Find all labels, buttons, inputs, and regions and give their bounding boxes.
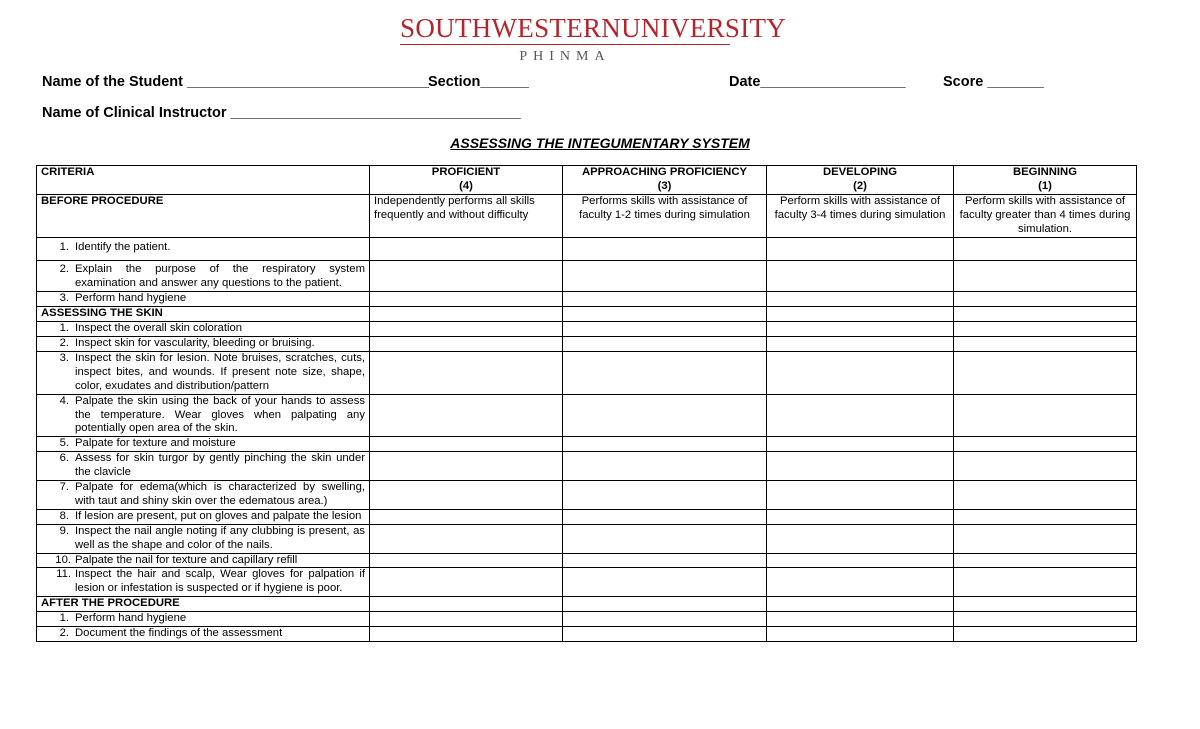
score-cell[interactable] xyxy=(370,322,563,337)
score-cell[interactable] xyxy=(563,597,767,612)
header-row xyxy=(37,166,1137,195)
score-cell[interactable] xyxy=(370,553,563,568)
criteria-item xyxy=(41,481,365,509)
item-text: Inspect skin for vascularity, bleeding or bruising. xyxy=(75,336,315,349)
criteria-cell xyxy=(37,292,370,307)
score-cell[interactable] xyxy=(767,597,954,612)
score-cell[interactable] xyxy=(370,394,563,437)
criteria-cell xyxy=(37,452,370,481)
item-number: 2. xyxy=(59,627,69,640)
score-cell[interactable] xyxy=(954,394,1137,437)
logo-wordmark: SOUTHWESTERNUNIVERSITY xyxy=(400,13,787,43)
score-cell[interactable] xyxy=(563,261,767,292)
item-number: 1. xyxy=(59,322,69,335)
item-number: 5. xyxy=(59,437,69,450)
criteria-row xyxy=(37,237,1137,261)
header-score: (4) xyxy=(459,179,473,192)
score-cell[interactable] xyxy=(370,437,563,452)
score-cell[interactable] xyxy=(767,237,954,261)
score-cell[interactable] xyxy=(563,307,767,322)
item-number: 1. xyxy=(59,240,69,253)
score-cell[interactable] xyxy=(370,452,563,481)
header-label: DEVELOPING xyxy=(822,166,898,178)
approaching-proficiency-header xyxy=(563,166,767,195)
score-cell[interactable] xyxy=(767,322,954,337)
section-field[interactable]: Section______ xyxy=(428,74,529,90)
criteria-item xyxy=(41,352,365,394)
university-logo xyxy=(400,13,787,64)
criteria-item xyxy=(41,241,365,255)
criteria-cell xyxy=(37,553,370,568)
criteria-item xyxy=(41,612,365,626)
score-cell[interactable] xyxy=(767,452,954,481)
proficient-description: Independently performs all skills frequently and without difficulty xyxy=(370,194,563,237)
score-cell[interactable] xyxy=(954,351,1137,394)
score-cell[interactable] xyxy=(954,437,1137,452)
item-number: 3. xyxy=(59,351,69,364)
score-cell[interactable] xyxy=(954,597,1137,612)
after-procedure-row xyxy=(37,597,1137,612)
score-cell[interactable] xyxy=(954,509,1137,524)
approaching-description: Performs skills with assistance of faculty 1-2 times during simulation xyxy=(563,194,767,237)
score-cell[interactable] xyxy=(954,481,1137,510)
score-cell[interactable] xyxy=(563,292,767,307)
score-cell[interactable] xyxy=(563,452,767,481)
header-score: (2) xyxy=(853,179,867,192)
score-cell[interactable] xyxy=(563,336,767,351)
score-cell[interactable] xyxy=(370,292,563,307)
score-cell[interactable] xyxy=(954,292,1137,307)
assessing-skin-items xyxy=(37,322,1137,597)
score-cell[interactable] xyxy=(954,553,1137,568)
before-procedure-items xyxy=(37,237,1137,307)
criteria-row xyxy=(37,627,1137,642)
criteria-cell xyxy=(37,322,370,337)
criteria-item xyxy=(41,627,365,641)
score-cell[interactable] xyxy=(954,261,1137,292)
score-cell[interactable] xyxy=(563,612,767,627)
score-cell[interactable] xyxy=(563,351,767,394)
item-number: 9. xyxy=(59,524,69,537)
criteria-cell xyxy=(37,568,370,597)
assessing-skin-row xyxy=(37,307,1137,322)
before-procedure-row xyxy=(37,194,1137,237)
criteria-cell xyxy=(37,524,370,553)
criteria-item xyxy=(41,510,365,524)
score-cell[interactable] xyxy=(563,394,767,437)
criteria-item xyxy=(41,395,365,437)
score-cell[interactable] xyxy=(370,307,563,322)
after-procedure-items xyxy=(37,612,1137,642)
score-cell[interactable] xyxy=(767,627,954,642)
item-number: 1. xyxy=(59,612,69,625)
score-cell[interactable] xyxy=(767,336,954,351)
criteria-cell xyxy=(37,351,370,394)
section-label-after-procedure: AFTER THE PROCEDURE xyxy=(37,597,370,612)
header-label: PROFICIENT xyxy=(431,166,501,178)
score-field[interactable]: Score _______ xyxy=(943,74,1044,90)
item-text: Inspect the hair and scalp, Wear gloves for palpation if lesion or infestation is suspected or if hygiene is poor. xyxy=(75,568,365,595)
item-text: Inspect the overall skin coloration xyxy=(75,322,243,335)
criteria-row xyxy=(37,481,1137,510)
score-cell[interactable] xyxy=(954,322,1137,337)
score-cell[interactable] xyxy=(954,627,1137,642)
section-label-before-procedure: BEFORE PROCEDURE xyxy=(37,194,370,237)
criteria-row xyxy=(37,524,1137,553)
score-cell[interactable] xyxy=(563,553,767,568)
criteria-cell xyxy=(37,336,370,351)
criteria-cell xyxy=(37,612,370,627)
score-cell[interactable] xyxy=(954,237,1137,261)
item-text: Assess for skin turgor by gently pinching the skin under the clavicle xyxy=(75,452,365,479)
item-text: Palpate for texture and moisture xyxy=(75,437,236,450)
item-text: If lesion are present, put on gloves and palpate the lesion xyxy=(75,509,362,522)
criteria-cell xyxy=(37,394,370,437)
score-cell[interactable] xyxy=(563,568,767,597)
score-cell[interactable] xyxy=(767,481,954,510)
criteria-item xyxy=(41,322,365,336)
score-cell[interactable] xyxy=(767,261,954,292)
criteria-row xyxy=(37,336,1137,351)
student-name-field[interactable]: Name of the Student ______________________________ xyxy=(42,74,429,90)
item-number: 7. xyxy=(59,481,69,494)
score-cell[interactable] xyxy=(954,568,1137,597)
score-cell[interactable] xyxy=(767,524,954,553)
score-cell[interactable] xyxy=(767,292,954,307)
score-cell[interactable] xyxy=(563,524,767,553)
score-cell[interactable] xyxy=(563,237,767,261)
score-cell[interactable] xyxy=(563,322,767,337)
criteria-item xyxy=(41,452,365,480)
score-cell[interactable] xyxy=(370,568,563,597)
score-cell[interactable] xyxy=(563,437,767,452)
score-cell[interactable] xyxy=(563,509,767,524)
score-cell[interactable] xyxy=(767,437,954,452)
criteria-row xyxy=(37,553,1137,568)
criteria-row xyxy=(37,292,1137,307)
criteria-item xyxy=(41,292,365,306)
score-cell[interactable] xyxy=(370,481,563,510)
criteria-item xyxy=(41,337,365,351)
criteria-row xyxy=(37,612,1137,627)
score-cell[interactable] xyxy=(767,612,954,627)
score-cell[interactable] xyxy=(767,394,954,437)
item-number: 2. xyxy=(59,336,69,349)
score-cell[interactable] xyxy=(370,509,563,524)
score-cell[interactable] xyxy=(370,524,563,553)
score-cell[interactable] xyxy=(370,237,563,261)
item-number: 2. xyxy=(59,263,69,276)
item-number: 6. xyxy=(59,452,69,465)
score-cell[interactable] xyxy=(954,307,1137,322)
criteria-item xyxy=(41,525,365,553)
score-cell[interactable] xyxy=(954,452,1137,481)
proficient-header xyxy=(370,166,563,195)
score-cell[interactable] xyxy=(563,627,767,642)
item-text: Palpate for edema(which is characterized by swelling, with taut and shiny skin over the edematous area.) xyxy=(75,481,365,507)
criteria-item xyxy=(41,554,365,568)
score-cell[interactable] xyxy=(767,307,954,322)
logo-rule xyxy=(400,44,730,45)
criteria-row xyxy=(37,322,1137,337)
item-text: Perform hand hygiene xyxy=(75,612,187,625)
criteria-row xyxy=(37,394,1137,437)
item-text: Inspect the skin for lesion. Note bruises, scratches, cuts, inspect bites, and wounds. If present note size, shape, color, exudates and distribution/pattern xyxy=(75,351,365,392)
item-number: 8. xyxy=(59,509,69,522)
score-cell[interactable] xyxy=(954,612,1137,627)
score-cell[interactable] xyxy=(370,261,563,292)
beginning-description: Perform skills with assistance of faculty greater than 4 times during simulation. xyxy=(954,194,1137,237)
item-text: Palpate the skin using the back of your hands to assess the temperature. Wear gloves when palpating any potentially open area of the skin. xyxy=(75,394,365,435)
criteria-header: CRITERIA xyxy=(37,166,370,195)
score-cell[interactable] xyxy=(954,524,1137,553)
criteria-row xyxy=(37,351,1137,394)
item-number: 3. xyxy=(59,292,69,305)
item-text: Document the findings of the assessment xyxy=(75,627,283,640)
score-cell[interactable] xyxy=(370,597,563,612)
criteria-cell xyxy=(37,437,370,452)
item-text: Palpate the nail for texture and capillary refill xyxy=(75,553,298,566)
criteria-cell xyxy=(37,509,370,524)
criteria-item xyxy=(41,437,365,451)
item-number: 4. xyxy=(59,394,69,407)
criteria-cell xyxy=(37,261,370,292)
criteria-item xyxy=(41,568,365,596)
score-cell[interactable] xyxy=(563,481,767,510)
item-number: 10. xyxy=(55,553,71,566)
score-cell[interactable] xyxy=(767,568,954,597)
header-label: APPROACHING PROFICIENCY xyxy=(581,166,748,178)
developing-description: Perform skills with assistance of faculty 3-4 times during simulation xyxy=(767,194,954,237)
item-text: Perform hand hygiene xyxy=(75,292,187,305)
score-cell[interactable] xyxy=(767,351,954,394)
criteria-cell xyxy=(37,237,370,261)
item-text: Explain the purpose of the respiratory system examination and answer any questions to the patient. xyxy=(75,263,365,290)
criteria-item xyxy=(41,263,365,291)
item-text: Identify the patient. xyxy=(75,240,171,253)
score-cell[interactable] xyxy=(370,612,563,627)
criteria-row xyxy=(37,452,1137,481)
header-score: (1) xyxy=(1038,179,1052,192)
criteria-cell xyxy=(37,481,370,510)
assessment-rubric-table xyxy=(36,165,1137,642)
criteria-row xyxy=(37,261,1137,292)
score-cell[interactable] xyxy=(767,509,954,524)
criteria-row xyxy=(37,568,1137,597)
score-cell[interactable] xyxy=(370,627,563,642)
criteria-row xyxy=(37,509,1137,524)
criteria-cell xyxy=(37,627,370,642)
date-field[interactable]: Date__________________ xyxy=(729,74,906,90)
beginning-header xyxy=(954,166,1137,195)
clinical-instructor-field[interactable]: Name of Clinical Instructor ____________________________________ xyxy=(42,105,521,121)
score-cell[interactable] xyxy=(954,336,1137,351)
header-label: BEGINNING xyxy=(1012,166,1078,178)
page-title: ASSESSING THE INTEGUMENTARY SYSTEM xyxy=(450,135,750,151)
section-label-assessing-skin: ASSESSING THE SKIN xyxy=(37,307,370,322)
developing-header xyxy=(767,166,954,195)
item-number: 11. xyxy=(56,568,71,581)
score-cell[interactable] xyxy=(370,336,563,351)
item-text: Inspect the nail angle noting if any clubbing is present, as well as the shape and color of the nails. xyxy=(75,524,365,551)
header-score: (3) xyxy=(657,179,672,192)
score-cell[interactable] xyxy=(767,553,954,568)
score-cell[interactable] xyxy=(370,351,563,394)
logo-subtitle: PHINMA xyxy=(519,49,611,64)
criteria-row xyxy=(37,437,1137,452)
